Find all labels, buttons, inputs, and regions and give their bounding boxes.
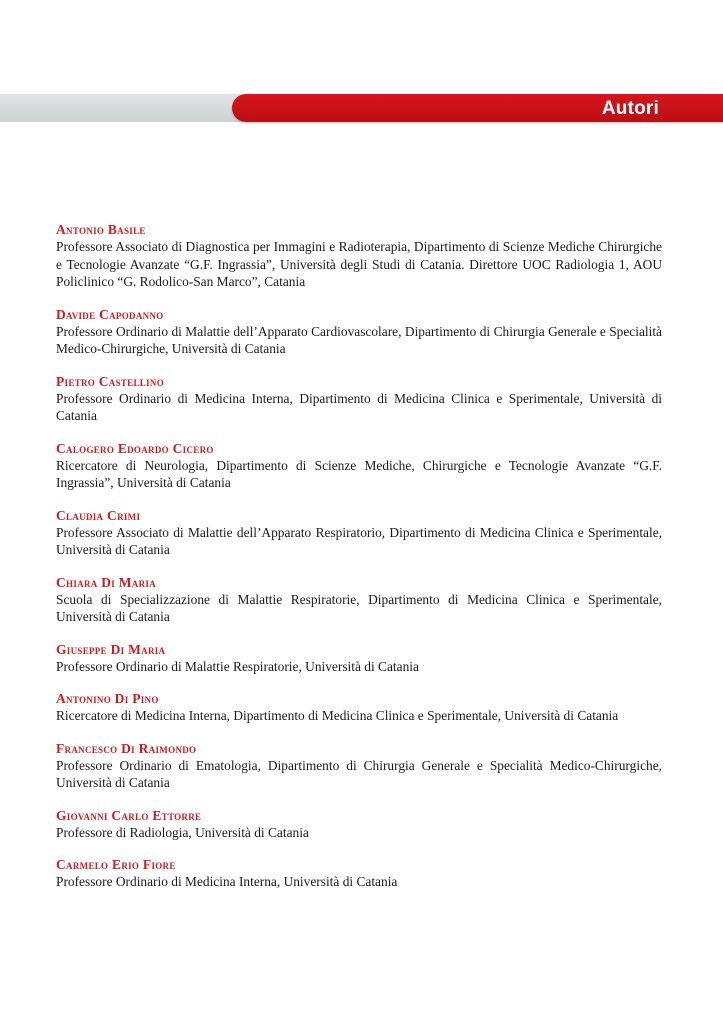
author-name: Antonino Di Pino xyxy=(56,691,159,706)
author-name: Giuseppe Di Maria xyxy=(56,641,166,657)
author-name: Calogero Edoardo Cicero xyxy=(56,440,214,456)
author-affiliation: Scuola di Specializzazione di Malattie Respiratorie, Dipartimento di Medicina Clinica e Sperimentale, Università di Catania xyxy=(56,591,662,624)
author-name: Francesco Di Raimondo xyxy=(56,740,197,756)
author-entry xyxy=(56,740,662,792)
author-affiliation: Professore Associato di Malattie dell’Apparato Respiratorio, Dipartimento di Medicina Clinica e Sperimentale, Università di Catania xyxy=(56,524,662,557)
author-list xyxy=(56,221,662,906)
author-entry xyxy=(56,221,662,291)
author-affiliation: Professore Ordinario di Malattie Respiratorie, Università di Catania xyxy=(56,658,419,674)
author-name: Antonio Basile xyxy=(56,222,146,237)
author-entry xyxy=(56,641,662,676)
author-affiliation: Professore Ordinario di Medicina Interna, Dipartimento di Medicina Clinica e Sperimentale, Università di Catania xyxy=(56,390,662,423)
page-title: Autori xyxy=(601,98,659,119)
author-affiliation: Ricercatore di Medicina Interna, Dipartimento di Medicina Clinica e Sperimentale, Università di Catania xyxy=(56,708,619,723)
author-entry xyxy=(56,306,662,358)
author-affiliation: Professore Ordinario di Medicina Interna, Università di Catania xyxy=(56,874,398,889)
author-name: Pietro Castellino xyxy=(56,373,164,389)
author-entry xyxy=(56,440,662,492)
author-affiliation: Professore Ordinario di Malattie dell’Apparato Cardiovascolare, Dipartimento di Chirurgia Generale e Specialità Medico-Chirurgiche, Università di Catania xyxy=(56,323,662,356)
author-entry xyxy=(56,807,662,842)
author-entry xyxy=(56,507,662,559)
author-name: Chiara Di Maria xyxy=(56,574,156,590)
author-affiliation: Professore Ordinario di Ematologia, Dipartimento di Chirurgia Generale e Specialità Medico-Chirurgiche, Università di Catania xyxy=(56,757,662,790)
author-affiliation: Ricercatore di Neurologia, Dipartimento di Scienze Mediche, Chirurgiche e Tecnologie Avanzate “G.F. Ingrassia”, Università di Catania xyxy=(56,457,662,490)
author-entry xyxy=(56,574,662,626)
author-affiliation: Professore di Radiologia, Università di Catania xyxy=(56,824,309,840)
author-entry xyxy=(56,690,662,725)
author-affiliation: Professore Associato di Diagnostica per Immagini e Radioterapia, Dipartimento di Scienze Mediche Chirurgiche e Tecnologie Avanzate “G.F. Ingrassia”, Università degli Studi di Catania. Direttore UOC Radiologia 1, AOU Policlinico “G. Rodolico-San Marco”, Catania xyxy=(56,239,662,289)
author-name: Giovanni Carlo Ettorre xyxy=(56,807,202,823)
author-name: Claudia Crimi xyxy=(56,507,141,523)
author-name: Carmelo Erio Fiore xyxy=(56,857,176,872)
author-entry xyxy=(56,856,662,891)
author-name: Davide Capodanno xyxy=(56,306,164,322)
author-entry xyxy=(56,373,662,425)
